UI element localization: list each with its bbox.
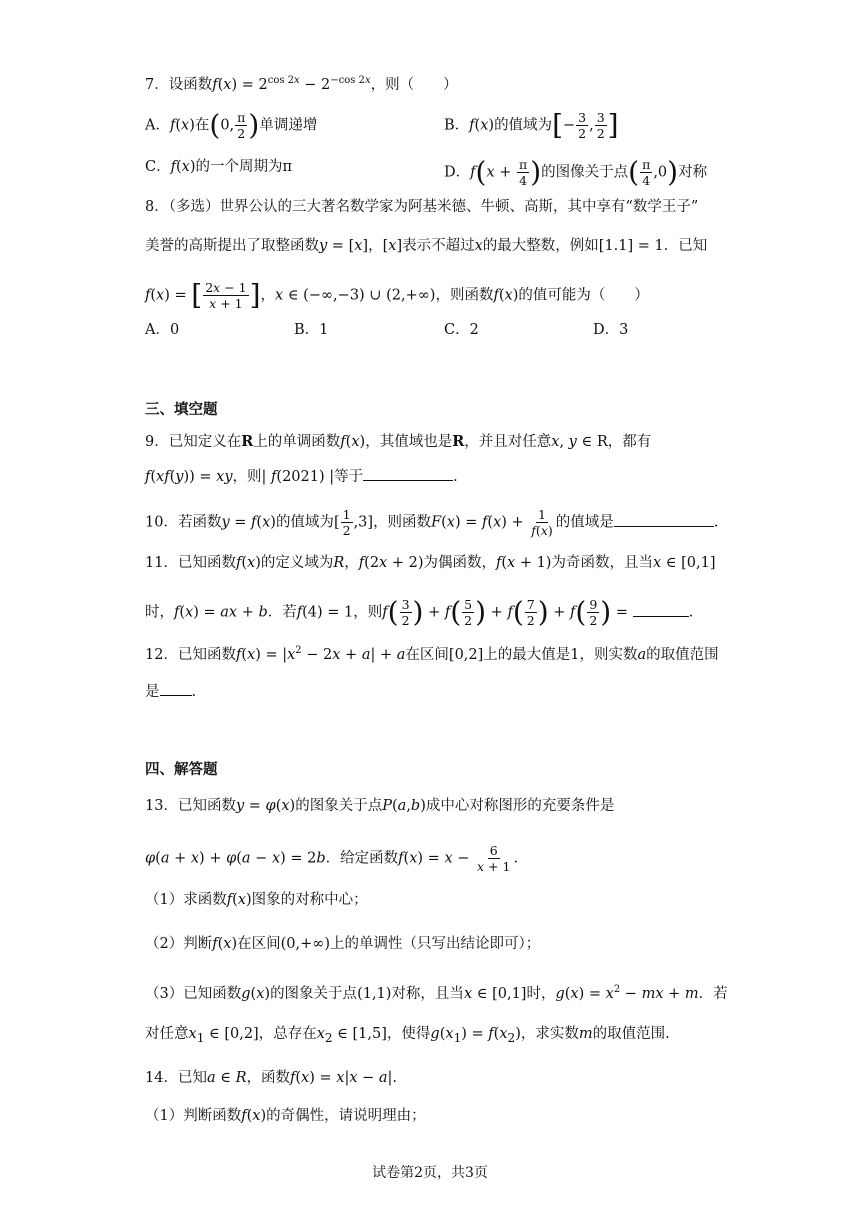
q8-line1: 8．（多选）世界公认的三大著名数学家为阿基米德、牛顿、高斯，其中享有“数学王子” bbox=[145, 199, 699, 215]
q12-line2: 是 . bbox=[145, 681, 196, 702]
q8-option-b: B．1 bbox=[294, 322, 329, 338]
q13-line2: φ(a + x) + φ(a − x) = 2b．给定函数f(x) = x − $\frac{6}{x + 1}$ . bbox=[145, 843, 519, 874]
q7-option-d: D．f(x + $\frac{\pi}{4}$ )的图像关于点( $\frac{\pi}{4}$ ,0)对称 bbox=[444, 155, 708, 189]
q9-line1: 9．已知定义在R上的单调函数f(x)，其值域也是R，并且对任意x, y ∈ R，都有 bbox=[145, 433, 652, 450]
q7-stem: 7．设函数$f(x) = 2^{cos 2x} - 2^{-cos 2x}$，则（ ） bbox=[145, 75, 458, 93]
q13-part2: （2）判断f(x)在区间(0,+∞)上的单调性（只写出结论即可）； bbox=[145, 936, 541, 952]
q7-option-b: B．f(x)的值域为[− $\frac{3}{2}$ , $\frac{3}{2}$ ] bbox=[444, 108, 619, 142]
section-fill-in-heading: 三、填空题 bbox=[145, 401, 218, 418]
q13-part1: （1）求函数f(x)图象的对称中心； bbox=[145, 892, 368, 908]
q11-line2: 时，f(x) = ax + b．若f(4) = 1，则f( $\frac{3}{2}$ ) + f( $\frac{5}{2}$ ) + f( $\frac{7}{2}$ ) + f( $\frac{9}{2}$ ) = . bbox=[145, 595, 694, 629]
q8-option-c: C．2 bbox=[444, 322, 479, 338]
q8-line2: 美誉的高斯提出了取整函数y = [x]，[x]表示不超过x的最大整数，例如[1.1] = 1．已知 bbox=[145, 238, 708, 254]
section-answer-heading: 四、解答题 bbox=[145, 761, 218, 778]
q14-line1: 14．已知a ∈ R，函数f(x) = x|x − a|. bbox=[145, 1070, 398, 1086]
q8-option-a: A．0 bbox=[145, 322, 180, 338]
q13-part3: （3）已知函数g(x)的图象关于点(1,1)对称，且当x ∈ [0,1]时，$g(x) = x^2$ − mx + m．若 bbox=[145, 984, 728, 1002]
q11-line1: 11．已知函数f(x)的定义域为R，f(2x + 2)为偶函数，f(x + 1)为奇函数，且当x ∈ [0,1] bbox=[145, 555, 716, 571]
q14-part1: （1）判断函数f(x)的奇偶性，请说明理由； bbox=[145, 1108, 426, 1124]
q10-line: 10．若函数y = f(x)的值域为[ $\frac{1}{2}$ ,3]，则函数F(x) = f(x) + $\frac{1}{f(x)}$ 的值域是 . bbox=[145, 507, 719, 538]
q12-line1: 12．已知函数$f(x) = |x^2 - 2x + a| + a$在区间[0,2]上的最大值是1，则实数a的取值范围 bbox=[145, 645, 719, 663]
q9-line2: f(xf(y)) = xy，则| f(2021) |等于 . bbox=[145, 466, 458, 487]
page-footer: 试卷第2页，共3页 bbox=[372, 1165, 488, 1181]
q7-option-c: C．f(x)的一个周期为π bbox=[145, 159, 293, 175]
q7-option-a: A．f(x)在(0, $\frac{\pi}{2}$ )单调递增 bbox=[145, 108, 318, 142]
q13-part3-cont: 对任意$x_1$ ∈ [0,2]，总存在$x_2$ ∈ [1,5]，使得$g(x_1) = f(x_2)$，求实数m的取值范围. bbox=[145, 1026, 670, 1045]
q13-line1: 13．已知函数y = φ(x)的图象关于点P(a,b)成中心对称图形的充要条件是 bbox=[145, 798, 615, 814]
q8-option-d: D．3 bbox=[593, 322, 629, 338]
q8-line3: f(x) = [ $\frac{2x - 1}{x + 1}$ ]，x ∈ (−∞,−3) ∪ (2,+∞)，则函数f(x)的值可能为（ ） bbox=[145, 278, 649, 312]
